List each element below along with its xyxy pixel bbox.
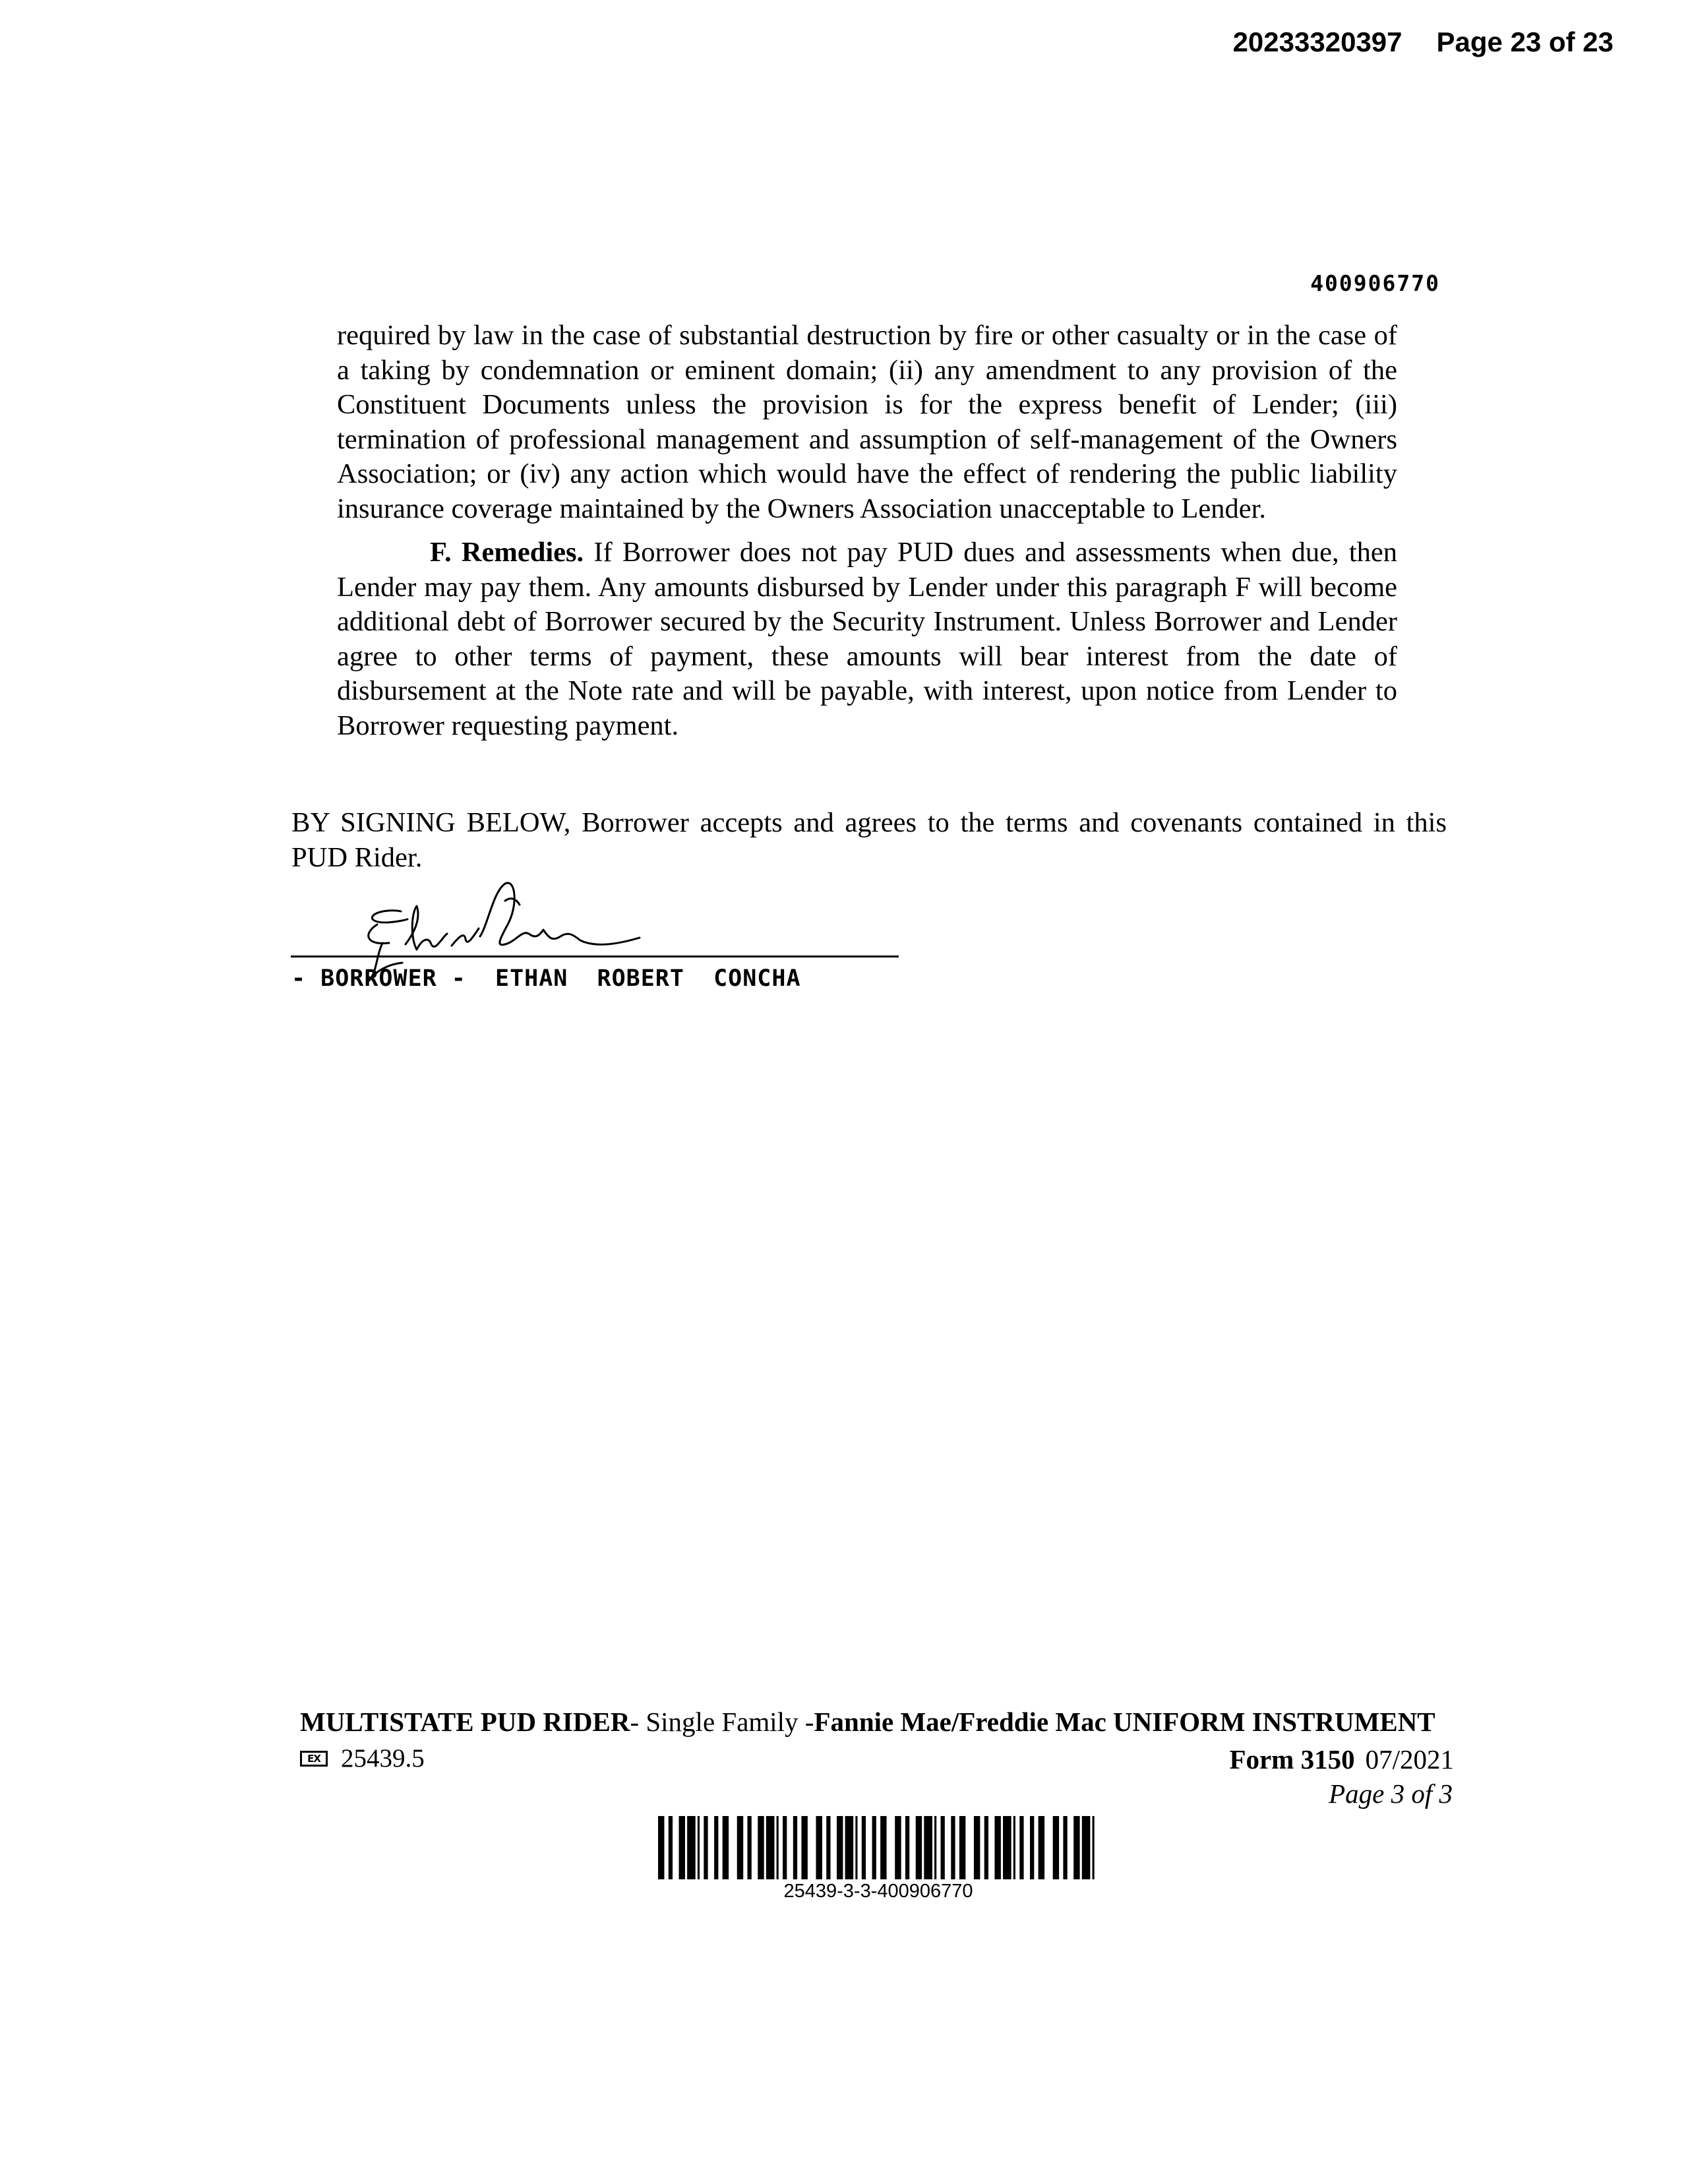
barcode-bar [1082, 1816, 1091, 1879]
barcode-bar [816, 1816, 822, 1879]
barcode-bar [669, 1816, 673, 1879]
form-code: 25439.5 [341, 1744, 425, 1773]
continued-paragraph: required by law in the case of substantial destruction by fire or other casualty or in the case of a taking by condemnation or eminent domain; (ii) any amendment to any provision of the Constituent Documents unless the provision is for the express benefit of Lender; (iii) termination of professional management and assumption of self-management of the Owners Association; or (iv) any action which would have the effect of rendering the public liability insurance coverage maintained by the Owners Association unacceptable to Lender. [337, 320, 1397, 524]
barcode-bar [758, 1816, 764, 1879]
barcode-bar [793, 1816, 797, 1879]
loan-number: 400906770 [1310, 270, 1440, 296]
barcode-bar [1053, 1816, 1059, 1879]
barcode-bar [1013, 1816, 1015, 1879]
page-of: Page 3 of 3 [1329, 1778, 1453, 1809]
barcode-bar [679, 1816, 685, 1879]
barcode-bar [837, 1816, 843, 1879]
signature-label: - BORROWER - ETHAN ROBERT CONCHA [291, 965, 801, 992]
ex-icon: EX [300, 1751, 328, 1767]
barcode [658, 1816, 1099, 1879]
barcode-bar [704, 1816, 708, 1879]
barcode-bar [924, 1816, 932, 1879]
signing-statement: BY SIGNING BELOW, Borrower accepts and agrees to the terms and covenants contained in this PUD Rider. [291, 807, 1447, 873]
barcode-bar [714, 1816, 718, 1879]
barcode-bar [1039, 1816, 1044, 1879]
remedies-text: If Borrower does not pay PUD dues and assessments when due, then Lender may pay them. Any amounts disbursed by Lender under this paragraph F will become additional debt of Borrower secured by the Security Instrument. Unless Borrower and Lender agree to other terms of payment, these amounts will bear interest from the date of disbursement at the Note rate and will be payable, with interest, upon notice from Lender to Borrower requesting payment. [337, 537, 1397, 741]
barcode-bar [801, 1816, 807, 1879]
barcode-bar [1073, 1816, 1079, 1879]
barcode-bar [895, 1816, 901, 1879]
document-number: 20233320397 [1232, 26, 1402, 57]
barcode-bar [783, 1816, 787, 1879]
form-title-part3: Fannie Mae/Freddie Mac UNIFORM INSTRUMENT [814, 1707, 1435, 1737]
barcode-bar [880, 1816, 886, 1879]
barcode-bar [747, 1816, 751, 1879]
barcode-bar [1030, 1816, 1034, 1879]
form-title-part2: - Single Family - [630, 1707, 814, 1737]
barcode-bar [916, 1816, 922, 1879]
barcode-bar [905, 1816, 909, 1879]
barcode-bar [1019, 1816, 1023, 1879]
barcode-bar [994, 1816, 1000, 1879]
barcode-bar [959, 1816, 965, 1879]
form-number [1229, 1744, 1454, 1775]
barcode-bar [658, 1816, 664, 1879]
barcode-text: 25439-3-3-400906770 [783, 1881, 973, 1902]
barcode-bar [826, 1816, 830, 1879]
barcode-bar [1093, 1816, 1095, 1879]
barcode-bar [698, 1816, 700, 1879]
barcode-bar [766, 1816, 775, 1879]
document-header [1233, 26, 1613, 58]
barcode-bar [934, 1816, 936, 1879]
form-label: Form 3150 [1229, 1744, 1355, 1774]
barcode-bar [687, 1816, 696, 1879]
page-indicator: Page 23 of 23 [1436, 26, 1613, 57]
barcode-bar [984, 1816, 988, 1879]
barcode-bar [1063, 1816, 1067, 1879]
barcode-bar [855, 1816, 857, 1879]
barcode-bar [845, 1816, 854, 1879]
form-title-part1: MULTISTATE PUD RIDER [300, 1707, 630, 1737]
barcode-bar [872, 1816, 876, 1879]
form-code-row [300, 1744, 425, 1773]
remedies-heading: F. Remedies. [430, 537, 584, 568]
form-title [300, 1706, 1435, 1738]
barcode-bar [1003, 1816, 1011, 1879]
remedies-paragraph [337, 535, 1397, 743]
barcode-bar [974, 1816, 980, 1879]
form-date: 07/2021 [1365, 1744, 1454, 1774]
barcode-bar [777, 1816, 779, 1879]
barcode-bar [723, 1816, 729, 1879]
barcode-bar [951, 1816, 955, 1879]
barcode-bar [941, 1816, 945, 1879]
barcode-bar [737, 1816, 743, 1879]
barcode-bar [862, 1816, 866, 1879]
signature-line [291, 956, 899, 957]
